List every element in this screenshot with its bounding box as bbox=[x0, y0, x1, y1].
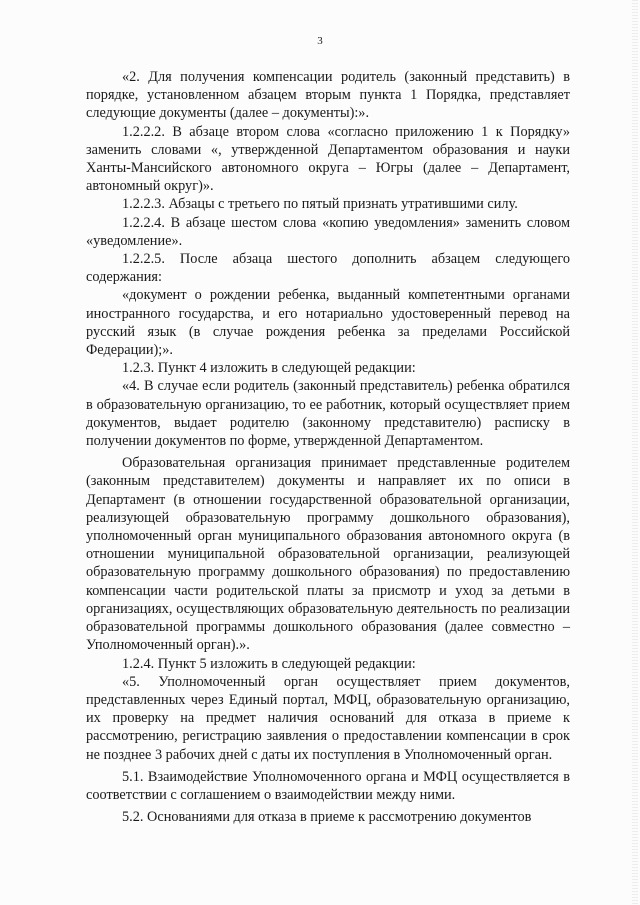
paragraph-6: «документ о рождении ребенка, выданный компетентными органами иностранного государства, и его нотариально удостоверенный перевод на русский язык (в случае рождения ребенка за пределами Российской Федерации);». bbox=[86, 287, 570, 359]
paragraph-1: «2. Для получения компенсации родитель (законный представить) в порядке, установленном абзацем вторым пункта 1 Порядка, представляет следующие документы (далее – документы):». bbox=[86, 69, 570, 122]
paragraph-12: 5.1. Взаимодействие Уполномоченного органа и МФЦ осуществляется в соответствии с соглашением о взаимодействии между ними. bbox=[86, 768, 570, 803]
paragraph-11: «5. Уполномоченный орган осуществляет прием документов, представленных через Единый портал, МФЦ, образовательную организацию, их проверку на предмет наличия оснований для отказа в приеме к рассмотрению, регистрацию заявления о предоставлении компенсации в срок не позднее 3 рабочих дней с даты их поступления в Уполномоченный орган. bbox=[86, 673, 570, 763]
paragraph-2: 1.2.2.2. В абзаце втором слова «согласно приложению 1 к Порядку» заменить словами «, утвержденной Департаментом образования и науки Ханты-Мансийского автономного округа – Югры (далее – Департамент, автономный округ)». bbox=[86, 123, 570, 195]
paragraph-7: 1.2.3. Пункт 4 изложить в следующей редакции: bbox=[122, 360, 416, 377]
paragraph-9: Образовательная организация принимает представленные родителем (законным представителем) документы и направляет их по описи в Департамент (в отношении государственной образовательной организации, реализующей образовательную программу дошкольного образования), уполномоченный орган муниципального образования автономного округа (в отношении муниципальной образовательной организации, реализующей образовательную программу дошкольного образования) по предоставлению компенсации части родительской платы за присмотр и уход за детьми в организациях, осуществляющих образовательную деятельность по реализации образовательной программы дошкольного образования (далее совместно – Уполномоченный орган).». bbox=[86, 455, 570, 654]
paragraph-8: «4. В случае если родитель (законный представитель) ребенка обратился в образовательную организацию, то ее работник, который осуществляет прием документов, выдает родителю (законному представителю) расписку в получении документов по форме, утвержденной Департаментом. bbox=[86, 378, 570, 450]
paragraph-5: 1.2.2.5. После абзаца шестого дополнить абзацем следующего содержания: bbox=[86, 251, 570, 286]
scan-edge bbox=[632, 0, 638, 905]
page-number: 3 bbox=[317, 35, 323, 47]
paragraph-3: 1.2.2.3. Абзацы с третьего по пятый признать утратившими силу. bbox=[122, 196, 518, 213]
paragraph-13: 5.2. Основаниями для отказа в приеме к рассмотрению документов bbox=[122, 809, 532, 826]
paragraph-4: 1.2.2.4. В абзаце шестом слова «копию уведомления» заменить словом «уведомление». bbox=[86, 214, 570, 249]
document-body bbox=[86, 68, 570, 826]
paragraph-10: 1.2.4. Пункт 5 изложить в следующей редакции: bbox=[122, 655, 416, 672]
